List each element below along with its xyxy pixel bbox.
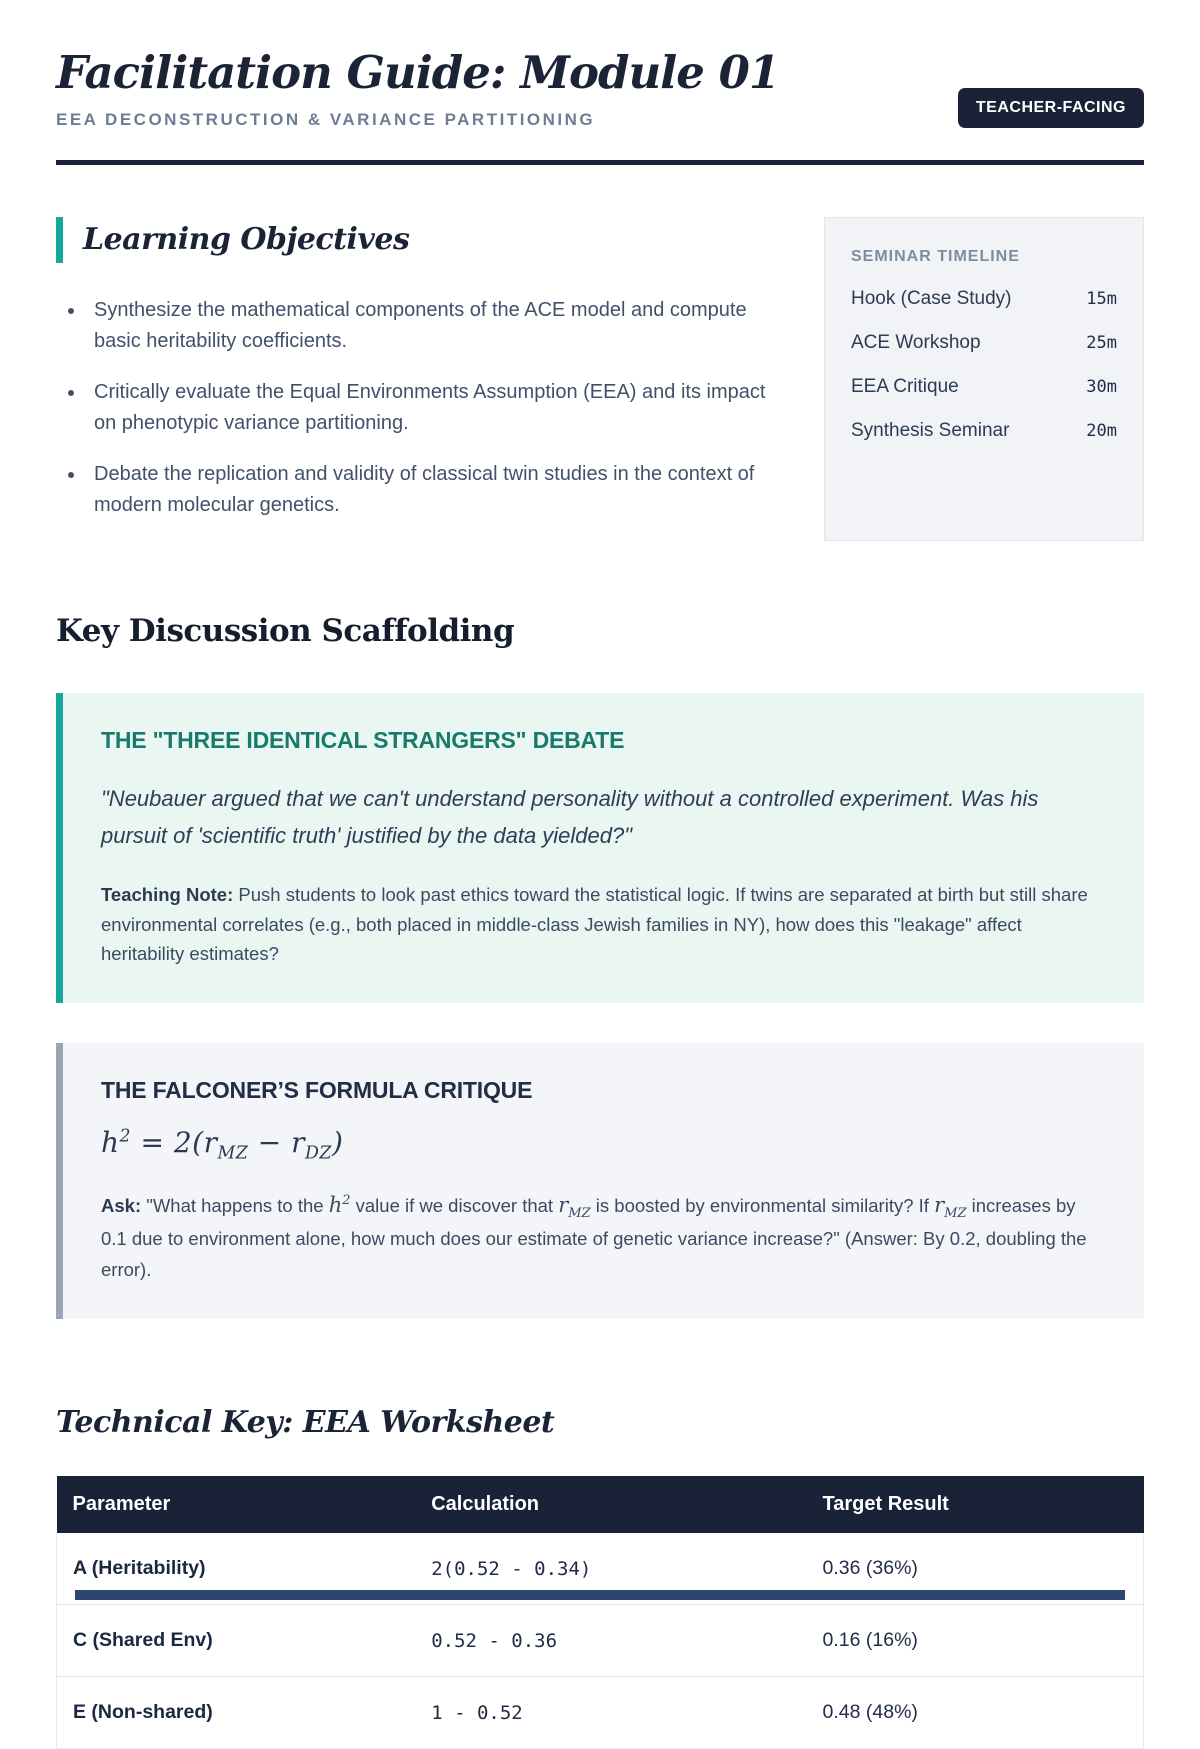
objectives-heading: Learning Objectives — [83, 222, 410, 257]
page-title: Facilitation Guide: Module 01 — [56, 46, 780, 99]
objectives-section — [56, 217, 1144, 541]
falconer-callout — [56, 1043, 1144, 1319]
learning-objectives — [56, 217, 776, 541]
falconer-ask: Ask: "What happens to the $h^2$ value if we discover that $r_{MZ}$ is boosted by environmental similarity? If $r_{MZ}$ increases by 0.1 due to environment alone, how much does our estimate of genetic variance increase?" (Answer: By 0.2, doubling the error). — [101, 1192, 1087, 1280]
teaching-note-label: Teaching Note: — [101, 884, 234, 906]
timeline-time: 25m — [1086, 332, 1117, 353]
calculation-cell: 1 - 0.52 — [415, 1677, 806, 1749]
objectives-list — [64, 295, 776, 521]
result-cell: 0.36 (36%) — [807, 1533, 1144, 1605]
page-subtitle: EEA DECONSTRUCTION & VARIANCE PARTITIONING — [56, 109, 596, 129]
timeline-label: ACE Workshop — [851, 331, 981, 353]
timeline-label: Synthesis Seminar — [851, 419, 1010, 441]
column-header-target-result: Target Result — [807, 1476, 1144, 1533]
debate-heading: THE "THREE IDENTICAL STRANGERS" DEBATE — [101, 726, 625, 753]
falconer-heading: THE FALCONER’S FORMULA CRITIQUE — [101, 1077, 533, 1104]
result-cell: 0.16 (16%) — [807, 1605, 1144, 1677]
math-h-squared: $h^2$ — [328, 1192, 351, 1217]
calculation-cell: 2(0.52 - 0.34) — [415, 1533, 806, 1605]
timeline-time: 30m — [1086, 376, 1117, 397]
timeline-row — [851, 376, 1117, 398]
parameter-cell: C (Shared Env) — [57, 1605, 416, 1677]
masthead — [56, 48, 1144, 130]
math-r-mz: $r_{MZ}$ — [558, 1192, 591, 1221]
seminar-timeline-panel — [824, 217, 1144, 541]
timeline-row — [851, 288, 1117, 310]
teaching-note — [101, 880, 1106, 969]
objective-item: • Critically evaluate the Equal Environments Assumption (EEA) and its impact on phenotypic variance partitioning. — [86, 377, 776, 439]
timeline-label: Hook (Case Study) — [851, 287, 1012, 309]
result-cell: 0.48 (48%) — [807, 1677, 1144, 1749]
table-row — [57, 1677, 1144, 1749]
column-header-parameter: Parameter — [57, 1476, 416, 1533]
falconer-formula: $h^2 = 2(r_{MZ} - r_{DZ})$ — [101, 1126, 344, 1164]
worksheet-heading: Technical Key: EEA Worksheet — [56, 1405, 555, 1441]
parameter-cell: A (Heritability) — [57, 1533, 416, 1605]
eea-worksheet-table — [56, 1476, 1144, 1749]
table-row — [57, 1605, 1144, 1677]
objective-item: • Debate the replication and validity of classical twin studies in the context of modern molecular genetics. — [86, 459, 776, 521]
header-rule — [56, 160, 1144, 165]
timeline-row — [851, 420, 1117, 442]
timeline-heading: SEMINAR TIMELINE — [851, 247, 1020, 265]
objectives-heading-row — [56, 217, 776, 263]
parameter-cell: E (Non-shared) — [57, 1677, 416, 1749]
table-header — [57, 1476, 1144, 1533]
timeline-row — [851, 332, 1117, 354]
timeline-time: 20m — [1086, 420, 1117, 441]
debate-callout — [56, 693, 1144, 1004]
next-section-edge-bar — [75, 1590, 1125, 1600]
timeline-time: 15m — [1086, 288, 1117, 309]
masthead-text — [56, 48, 779, 130]
math-r-mz: $r_{MZ}$ — [934, 1192, 967, 1221]
scaffolding-heading: Key Discussion Scaffolding — [56, 612, 515, 649]
debate-quote: "Neubauer argued that we can't understand personality without a controlled experiment. Was his pursuit of 'scientific truth' justified by the data yielded?" — [101, 785, 1039, 848]
calculation-cell: 0.52 - 0.36 — [415, 1605, 806, 1677]
column-header-calculation: Calculation — [415, 1476, 806, 1533]
teaching-note-text: Push students to look past ethics toward the statistical logic. If twins are separated at birth but still share environmental correlates (e.g., both placed in middle-class Jewish families in NY), how does this "leakage" affect heritability estimates? — [101, 884, 1088, 965]
ask-label: Ask: — [101, 1194, 142, 1216]
objective-item: • Synthesize the mathematical components of the ACE model and compute basic heritability coefficients. — [86, 295, 776, 357]
teacher-facing-badge: TEACHER-FACING — [958, 88, 1144, 128]
teal-accent-bar — [56, 217, 63, 263]
timeline-label: EEA Critique — [851, 375, 959, 397]
